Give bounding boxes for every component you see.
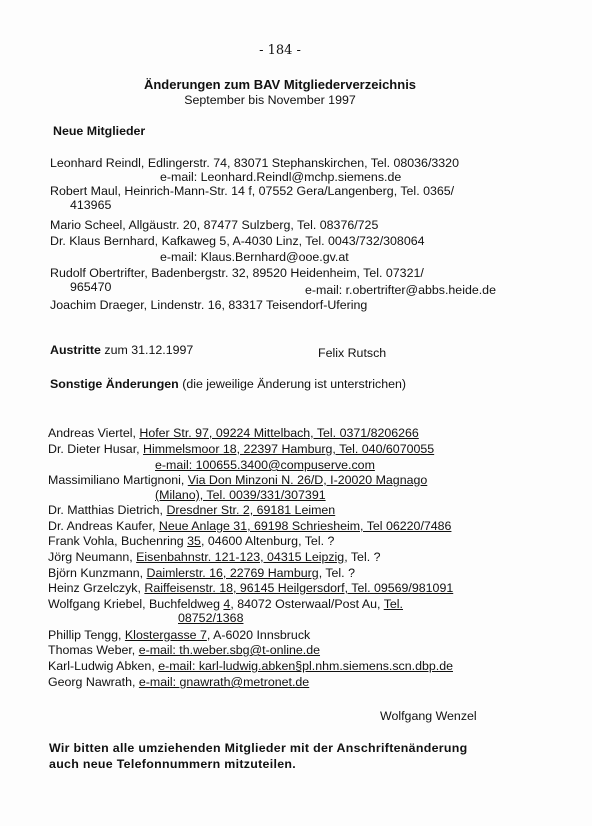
underlined-change: Via Don Minzoni N. 26/D, I-20020 Magnago bbox=[187, 473, 428, 487]
resigned-member-name: Felix Rutsch bbox=[318, 346, 387, 360]
entry-line bbox=[50, 266, 424, 280]
underlined-change: Eisenbahnstr. 121-123, 04315 Leipzig bbox=[136, 550, 345, 564]
entry-line bbox=[155, 488, 326, 502]
entry-text: 413965 bbox=[70, 198, 112, 212]
underlined-change: Himmelsmoor 18, 22397 Hamburg, Tel. 040/6070055 bbox=[143, 442, 435, 456]
underlined-change: Raiffeisenstr. 18, 96145 Heilgersdorf, Tel. 09569/981091 bbox=[144, 581, 454, 595]
new-members-heading: Neue Mitglieder bbox=[53, 124, 146, 138]
entry-text: Georg Nawrath, bbox=[48, 675, 139, 689]
signature-name: Wolfgang Wenzel bbox=[380, 709, 477, 723]
underlined-change: 35 bbox=[187, 534, 201, 548]
entry-text: Heinz Grzelczyk, bbox=[48, 581, 145, 595]
entry-line bbox=[155, 458, 375, 472]
entry-text: , A-6020 Innsbruck bbox=[206, 628, 311, 642]
underlined-change: e-mail: 100655.3400@compuserve.com bbox=[155, 458, 375, 472]
entry-text: , 84072 Osterwaal/Post Au, bbox=[230, 597, 384, 611]
entry-text: Dr. Klaus Bernhard, Kafkaweg 5, A-4030 Linz, Tel. 0043/732/308064 bbox=[50, 234, 425, 248]
resignations-date: zum 31.12.1997 bbox=[104, 343, 194, 357]
entry-line bbox=[48, 519, 451, 533]
entry-text: Massimiliano Martignoni, bbox=[48, 473, 188, 487]
entry-text: Björn Kunzmann, bbox=[48, 566, 147, 580]
entry-line bbox=[48, 550, 380, 564]
entry-line bbox=[178, 611, 243, 625]
entry-text: e-mail: Leonhard.Reindl@mchp.siemens.de bbox=[160, 170, 402, 184]
closing-note-line-1: Wir bitten alle umziehenden Mitglieder mit der Anschriftenänderung bbox=[49, 741, 468, 755]
entry-text: Joachim Draeger, Lindenstr. 16, 83317 Teisendorf-Ufering bbox=[50, 298, 368, 312]
underlined-change: 08752/1368 bbox=[178, 611, 244, 625]
entry-line bbox=[48, 503, 335, 517]
other-changes-heading: Sonstige Änderungen bbox=[50, 377, 179, 391]
entry-line bbox=[160, 170, 401, 184]
entry-text: Dr. Andreas Kaufer, bbox=[48, 519, 159, 533]
underlined-change: Tel. bbox=[383, 597, 403, 611]
entry-line bbox=[50, 184, 454, 198]
document-title: Änderungen zum BAV Mitgliederverzeichnis bbox=[143, 77, 417, 92]
underlined-change: Daimlerstr. 16, 22769 Hamburg bbox=[146, 566, 319, 580]
entry-line bbox=[48, 597, 403, 611]
entry-text: Frank Vohla, Buchenring bbox=[48, 534, 188, 548]
entry-line bbox=[48, 473, 427, 487]
entry-text: Dr. Dieter Husar, bbox=[48, 442, 144, 456]
underlined-change: Klostergasse 7 bbox=[124, 628, 207, 642]
other-changes-heading-line bbox=[50, 377, 406, 391]
entry-text: Robert Maul, Heinrich-Mann-Str. 14 f, 07552 Gera/Langenberg, Tel. 0365/ bbox=[50, 184, 455, 198]
underlined-change: Dresdner Str. 2, 69181 Leimen bbox=[166, 503, 336, 517]
entry-text: Thomas Weber, bbox=[48, 643, 139, 657]
entry-line bbox=[48, 442, 434, 456]
underlined-change: 4 bbox=[223, 597, 231, 611]
underlined-change: (Milano), Tel. 0039/331/307391 bbox=[155, 488, 326, 502]
entry-line bbox=[50, 218, 378, 232]
entry-line bbox=[48, 566, 355, 580]
entry-line bbox=[160, 250, 349, 264]
entry-text: Wolfgang Kriebel, Buchfeldweg bbox=[48, 597, 224, 611]
entry-text: Andreas Viertel, bbox=[48, 426, 140, 440]
entry-line bbox=[48, 628, 310, 642]
entry-text: Karl-Ludwig Abken, bbox=[48, 659, 159, 673]
closing-note-line-2: auch neue Telefonnummern mitzuteilen. bbox=[49, 757, 297, 771]
entry-line bbox=[70, 280, 111, 294]
underlined-change: Neue Anlage 31, 69198 Schriesheim, Tel 06220/7486 bbox=[158, 519, 452, 533]
entry-text: Dr. Matthias Dietrich, bbox=[48, 503, 167, 517]
entry-text: e-mail: Klaus.Bernhard@ooe.gv.at bbox=[160, 250, 349, 264]
entry-text: , Tel. ? bbox=[344, 550, 381, 564]
entry-line bbox=[70, 198, 111, 212]
entry-text: Phillip Tengg, bbox=[48, 628, 125, 642]
entry-line bbox=[48, 659, 453, 673]
underlined-change: Hofer Str. 97, 09224 Mittelbach, Tel. 0371/8206266 bbox=[139, 426, 419, 440]
underlined-change: e-mail: th.weber.sbg@t-online.de bbox=[138, 643, 321, 657]
entry-text: Jörg Neumann, bbox=[48, 550, 137, 564]
entry-line bbox=[48, 534, 334, 548]
entry-text: 965470 bbox=[70, 280, 112, 294]
entry-text: Leonhard Reindl, Edlingerstr. 74, 83071 Stephanskirchen, Tel. 08036/3320 bbox=[50, 156, 459, 170]
document-subtitle: September bis November 1997 bbox=[184, 93, 356, 107]
underlined-change: e-mail: karl-ludwig.abken§pl.nhm.siemens.scn.dbp.de bbox=[158, 659, 453, 673]
entry-line bbox=[48, 426, 419, 440]
page-number: - 184 - bbox=[259, 43, 301, 58]
entry-line bbox=[48, 675, 309, 689]
entry-line bbox=[305, 283, 496, 297]
entry-text: , Tel. ? bbox=[318, 566, 355, 580]
underlined-change: e-mail: gnawrath@metronet.de bbox=[138, 675, 310, 689]
entry-line bbox=[50, 234, 425, 248]
entry-text: Rudolf Obertrifter, Badenbergstr. 32, 89520 Heidenheim, Tel. 07321/ bbox=[50, 266, 424, 280]
entry-line bbox=[48, 643, 320, 657]
resignations-label: Austritte bbox=[50, 343, 101, 357]
entry-text: Mario Scheel, Allgäustr. 20, 87477 Sulzberg, Tel. 08376/725 bbox=[50, 218, 379, 232]
entry-text: e-mail: r.obertrifter@abbs.heide.de bbox=[305, 283, 496, 297]
entry-line bbox=[48, 581, 453, 595]
other-changes-note: (die jeweilige Änderung ist unterstrichen) bbox=[182, 377, 407, 391]
entry-line bbox=[50, 156, 459, 170]
resignations-line bbox=[50, 343, 193, 357]
entry-text: , 04600 Altenburg, Tel. ? bbox=[200, 534, 335, 548]
entry-line bbox=[50, 298, 367, 312]
